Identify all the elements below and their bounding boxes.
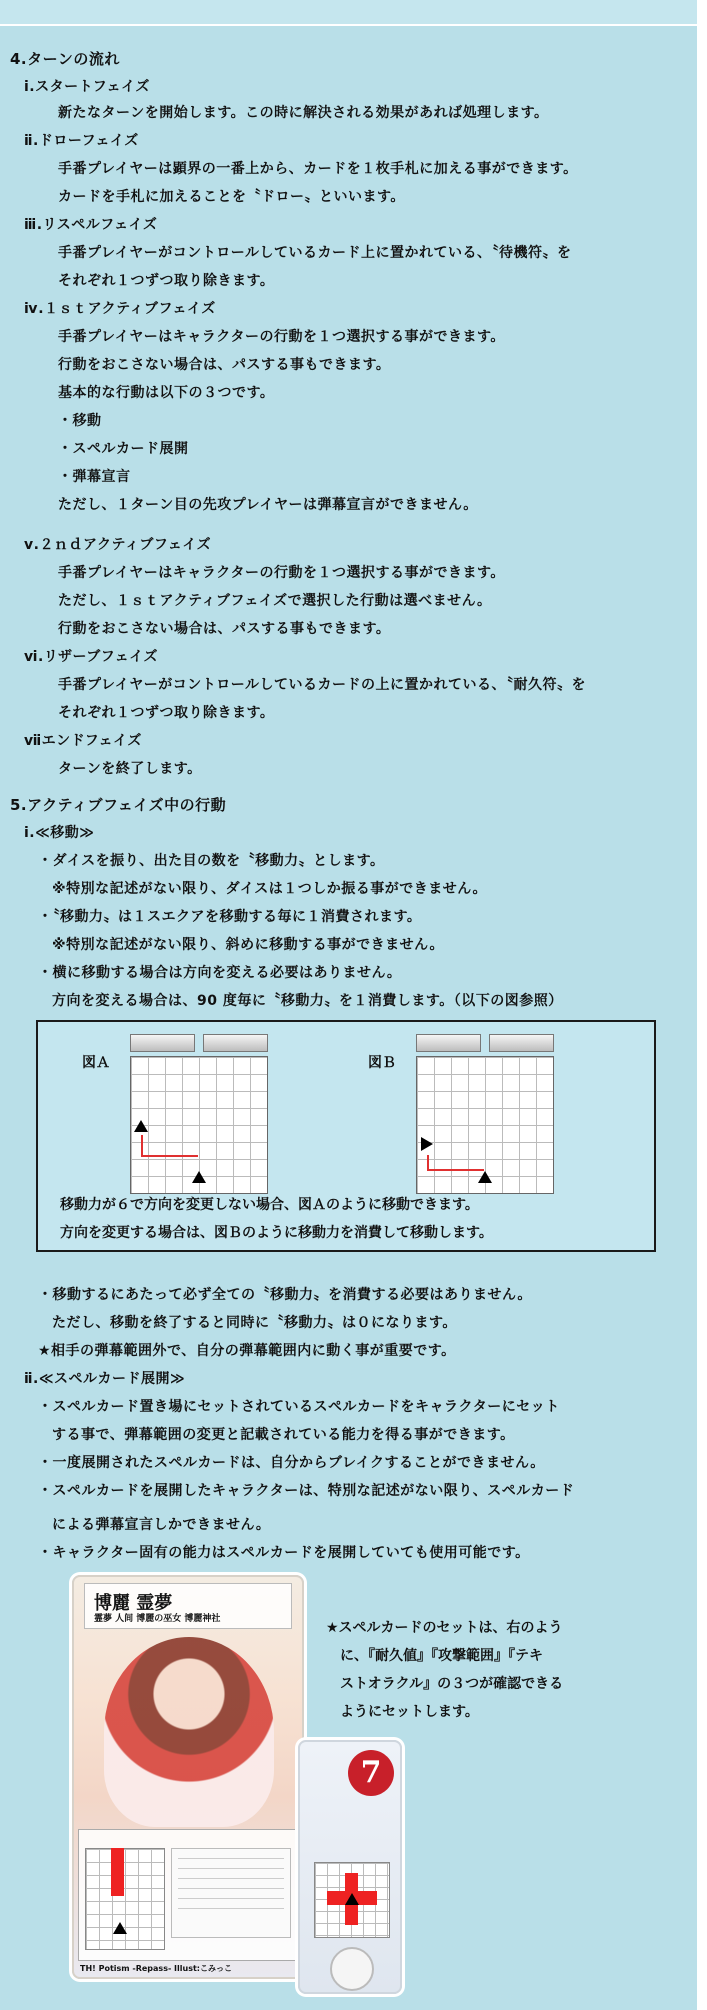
move-text-2: ※特別な記述がない限り、ダイスは１つしか振る事ができません。 xyxy=(52,881,488,897)
move-text-7: ・移動するにあたって必ず全ての〝移動力〟を消費する必要はありません。 xyxy=(38,1287,532,1303)
path-a xyxy=(141,1135,198,1157)
phase-iv-text-1: 手番プレイヤーはキャラクターの行動を１つ選択する事ができます。 xyxy=(58,329,505,345)
piece-a-end xyxy=(134,1120,148,1132)
phase-iii-text-1: 手番プレイヤーがコントロールしているカード上に置かれている、〝待機符〟を xyxy=(58,245,572,261)
card-footer: TH! Potism -Repass- Illust:こみっこ xyxy=(80,1964,232,1973)
character-art xyxy=(104,1637,274,1827)
character-card xyxy=(72,1575,304,1979)
phase-iii-title: ⅲ.リスペルフェイズ xyxy=(24,217,158,233)
piece-b-start xyxy=(478,1171,492,1183)
phase-vii-text: ターンを終了します。 xyxy=(58,761,202,777)
set-note-3: ストオラクル』の３つが確認できる xyxy=(340,1676,564,1692)
move-text-3: ・〝移動力〟は１スエクアを移動する毎に１消費されます。 xyxy=(38,909,422,925)
phase-v-text-3: 行動をおこさない場合は、パスする事もできます。 xyxy=(58,621,391,637)
spell-durability-value: 7 xyxy=(348,1750,394,1796)
phase-vi-text-2: それぞれ１つずつ取り除きます。 xyxy=(58,705,275,721)
top-frame xyxy=(0,0,707,26)
spell-range-grid xyxy=(314,1862,390,1938)
phase-i-title: ⅰ.スタートフェイズ xyxy=(24,79,150,95)
diagram-caption-1: 移動力が６で方向を変更しない場合、図Ａのように移動できます。 xyxy=(60,1197,479,1213)
phase-ii-text-2: カードを手札に加えることを〝ドロー〟といいます。 xyxy=(58,189,405,205)
section-5-title: 5.アクティブフェイズ中の行動 xyxy=(10,796,227,814)
move-text-4: ※特別な記述がない限り、斜めに移動する事ができません。 xyxy=(52,937,444,953)
phase-iv-text-2: 行動をおこさない場合は、パスする事もできます。 xyxy=(58,357,391,373)
set-note-1: ★スペルカードのセットは、右のよう xyxy=(326,1620,563,1636)
move-text-6: 方向を変える場合は、90 度毎に〝移動力〟を１消費します。（以下の図参照） xyxy=(52,993,563,1009)
move-text-8: ただし、移動を終了すると同時に〝移動力〟は０になります。 xyxy=(52,1315,457,1331)
set-note-4: ようにセットします。 xyxy=(340,1704,479,1720)
piece-b-end xyxy=(421,1137,433,1151)
piece-a-start xyxy=(192,1171,206,1183)
phase-vii-title: ⅶエンドフェイズ xyxy=(24,733,142,749)
phase-v-text-2: ただし、１ｓｔアクティブフェイズで選択した行動は選べません。 xyxy=(58,593,492,609)
move-tip: ★相手の弾幕範囲外で、自分の弾幕範囲内に動く事が重要です。 xyxy=(38,1343,456,1359)
figure-a-label: 図Ａ xyxy=(82,1055,110,1071)
phase-vi-title: ⅵ.リザーブフェイズ xyxy=(24,649,158,665)
figure-b xyxy=(416,1034,554,1194)
right-frame xyxy=(697,0,707,2010)
spell-range-piece xyxy=(345,1893,359,1905)
phase-vi-text-1: 手番プレイヤーがコントロールしているカードの上に置かれている、〝耐久符〟を xyxy=(58,677,586,693)
figure-b-label: 図Ｂ xyxy=(368,1055,396,1071)
spell-title: ⅱ.≪スペルカード展開≫ xyxy=(24,1371,186,1387)
spell-card xyxy=(298,1740,402,1994)
phase-v-text-1: 手番プレイヤーはキャラクターの行動を１つ選択する事ができます。 xyxy=(58,565,505,581)
move-text-5: ・横に移動する場合は方向を変える必要はありません。 xyxy=(38,965,402,981)
card-range-highlight xyxy=(111,1848,124,1896)
phase-iii-text-2: それぞれ１つずつ取り除きます。 xyxy=(58,273,275,289)
spell-card-emblem xyxy=(330,1947,374,1991)
phase-v-title: ⅴ.２ｎｄアクティブフェイズ xyxy=(24,537,212,553)
phase-iv-bullet-spell: ・スペルカード展開 xyxy=(58,441,189,457)
movement-diagram xyxy=(36,1020,656,1252)
phase-ii-title: ⅱ.ドローフェイズ xyxy=(24,133,139,149)
spell-text-4: ・スペルカードを展開したキャラクターは、特別な記述がない限り、スペルカード xyxy=(38,1483,575,1499)
card-stats-panel xyxy=(78,1829,298,1961)
card-range-piece xyxy=(113,1922,127,1934)
figure-a xyxy=(130,1034,268,1194)
spell-text-2: する事で、弾幕範囲の変更と記載されている能力を得る事ができます。 xyxy=(52,1427,515,1443)
set-note-2: に、『耐久値』『攻撃範囲』『テキ xyxy=(340,1648,543,1664)
diagram-caption-2: 方向を変更する場合は、図Ｂのように移動力を消費して移動します。 xyxy=(60,1225,493,1241)
phase-iv-title: ⅳ.１ｓｔアクティブフェイズ xyxy=(24,301,216,317)
phase-iv-text-4: ただし、１ターン目の先攻プレイヤーは弾幕宣言ができません。 xyxy=(58,497,478,513)
path-b xyxy=(427,1155,484,1171)
card-illustration xyxy=(72,1575,402,1995)
phase-i-text: 新たなターンを開始します。この時に解決される効果があれば処理します。 xyxy=(58,105,549,121)
card-range-grid xyxy=(85,1848,165,1950)
move-text-1: ・ダイスを振り、出た目の数を〝移動力〟とします。 xyxy=(38,853,385,869)
phase-iv-text-3: 基本的な行動は以下の３つです。 xyxy=(58,385,275,401)
move-title: ⅰ.≪移動≫ xyxy=(24,825,95,841)
card-subtitle: 霊夢 人间 博麗の巫女 博麗神社 xyxy=(94,1614,221,1624)
spell-text-3: ・一度展開されたスペルカードは、自分からブレイクすることができません。 xyxy=(38,1455,545,1471)
spell-text-5: による弾幕宣言しかできません。 xyxy=(52,1517,271,1533)
card-text-box xyxy=(171,1848,291,1938)
phase-iv-bullet-danmaku: ・弾幕宣言 xyxy=(58,469,131,485)
section-4-title: 4.ターンの流れ xyxy=(10,50,120,68)
phase-iv-bullet-move: ・移動 xyxy=(58,413,102,429)
phase-ii-text-1: 手番プレイヤーは顕界の一番上から、カードを１枚手札に加える事ができます。 xyxy=(58,161,578,177)
card-character-name: 博麗 霊夢 xyxy=(94,1593,173,1614)
spell-text-1: ・スペルカード置き場にセットされているスペルカードをキャラクターにセット xyxy=(38,1399,560,1415)
spell-text-6: ・キャラクター固有の能力はスペルカードを展開していても使用可能です。 xyxy=(38,1545,530,1561)
